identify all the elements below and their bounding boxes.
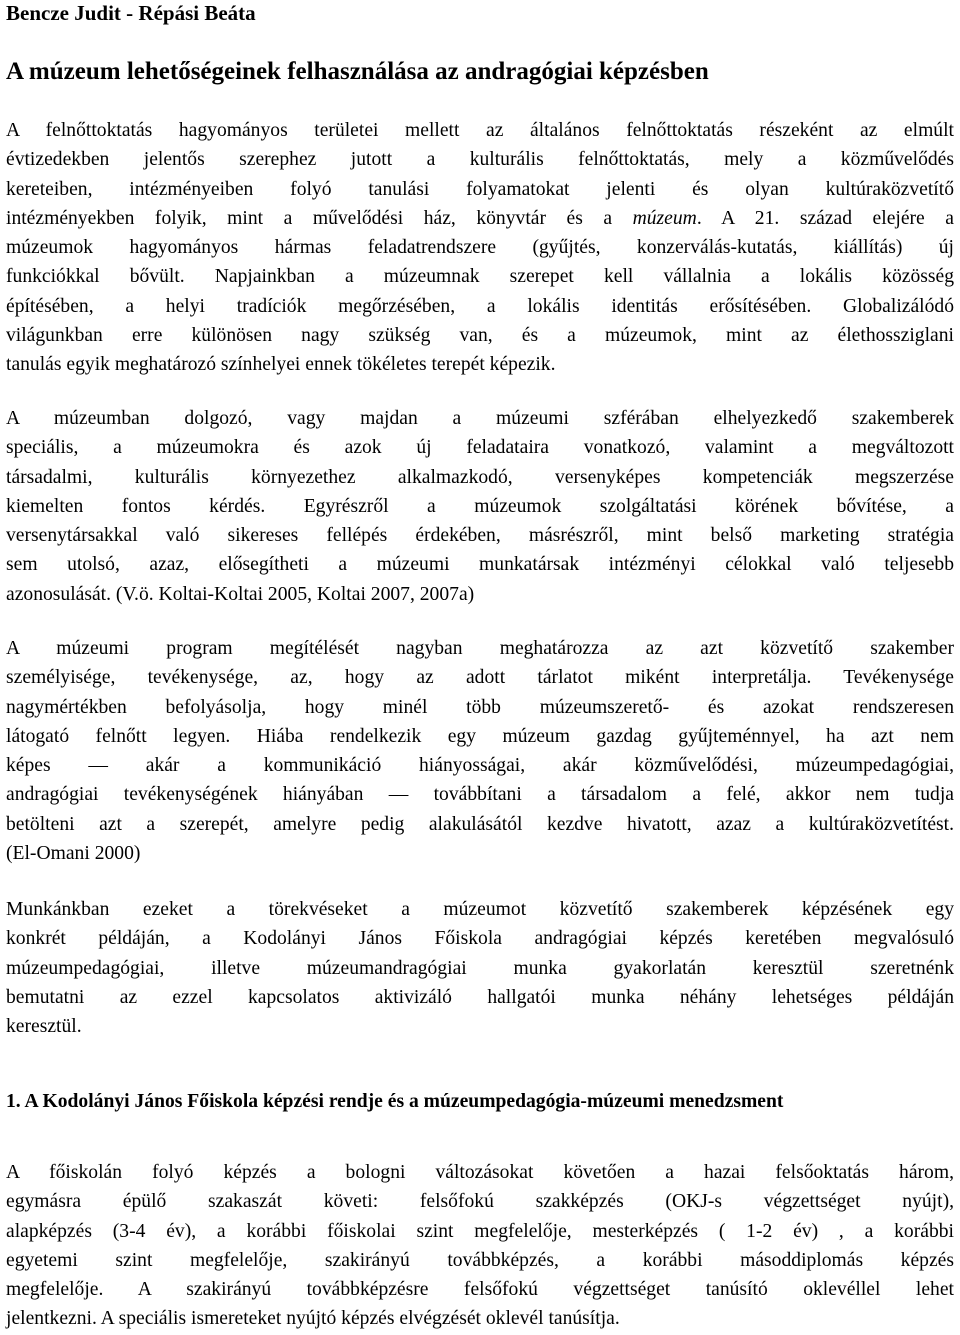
- paragraph-competencies: [6, 404, 954, 609]
- text-segment: század elejére a: [799, 207, 954, 229]
- text-line: sem utolsó, azaz, elősegítheti a múzeumi munkatársak intézményi célokkal való teljesebb: [6, 554, 954, 576]
- text-line: megfelelője. A szakirányú továbbképzésre felsőfokú végzettséget tanúsító oklevéllel lehet: [6, 1279, 954, 1301]
- text-line: tanulás egyik meghatározó színhelyei ennek tökéletes terepét képezik.: [6, 354, 556, 376]
- text-line: azonosulását. (V.ö. Koltai-Koltai 2005, Koltai 2007, 2007a): [6, 583, 475, 605]
- text-line: kiemelten fontos kérdés. Egyrészről a múzeumok szolgáltatási körének bővítése, a: [6, 495, 954, 517]
- text-line: nagymértékben befolyásolja, hogy minél több múzeumszerető- és azokat rendszeresen: [6, 696, 954, 718]
- text-line: egyetemi szint megfelelője, szakirányú továbbképzés, a korábbi másoddiplomás képzés: [6, 1249, 954, 1271]
- text-line: alapképzés (3-4 év), a korábbi főiskolai szint megfelelője, mesterképzés ( 1-2 év) , a korábbi: [6, 1220, 954, 1242]
- text-line: évtizedekben jelentős szerephez jutott a kulturális felnőttoktatás, mely a közművelődés: [6, 149, 954, 171]
- text-line: világunkban erre különösen nagy szükség van, és a múzeumok, mint az élethossziglani: [6, 325, 954, 347]
- paragraph-training: [6, 1158, 954, 1334]
- text-line: versenytársakkal való sikereses fellépés érdekében, másrészről, mint belső marketing stratégia: [6, 525, 954, 547]
- text-line: konkrét példáján, a Kodolányi János Főiskola andragógiai képzés keretében megvalósuló: [6, 928, 954, 950]
- paragraph-work: [6, 895, 954, 1041]
- text-line: bemutatni az ezzel kapcsolatos aktivizáló hallgatói munka néhány lehetséges példáján: [6, 986, 954, 1008]
- text-segment: intézményekben folyik, mint a művelődési ház, könyvtár és a: [6, 207, 633, 229]
- author-names: Bencze Judit - Répási Beáta: [6, 1, 256, 25]
- paragraph-program: [6, 634, 954, 868]
- text-line: (El-Omani 2000): [6, 843, 141, 865]
- text-line: személyisége, tevékenysége, az, hogy az adott tárlatot miként interpretálja. Tevékenysége: [6, 667, 954, 689]
- text-line: keresztül.: [6, 1016, 82, 1038]
- text-line: jelentkezni. A speciális ismereteket nyújtó képzés elvégzését oklevél tanúsítja.: [6, 1308, 620, 1330]
- text-line: társadalmi, kulturális környezethez alkalmazkodó, versenyképes kompetenciák megszerzése: [6, 466, 954, 488]
- text-line: építésében, a helyi tradíciók megőrzésében, a lokális identitás erősítésében. Globalizálódó: [6, 295, 954, 317]
- text-line: látogató felnőtt legyen. Hiába rendelkezik egy múzeum gazdag gyűjteménnyel, ha azt nem: [6, 725, 954, 747]
- text-line: A múzeumi program megítélését nagyban meghatározza az azt közvetítő szakember: [6, 638, 954, 659]
- text-line: funkciókkal bővült. Napjainkban a múzeumnak szerepet kell vállalnia a lokális közösség: [6, 266, 954, 288]
- text-line: A múzeumban dolgozó, vagy majdan a múzeumi szférában elhelyezkedő szakemberek: [6, 408, 954, 429]
- section-heading: 1. A Kodolányi János Főiskola képzési rendje és a múzeumpedagógia-múzeumi menedzsment: [6, 1091, 784, 1112]
- paragraph-intro: [6, 116, 954, 380]
- text-line: múzeumpedagógiai, illetve múzeumandragógiai munka gyakorlatán keresztül szeretnénk: [6, 957, 954, 979]
- text-line-with-italic: [6, 204, 954, 233]
- text-line: egymásra épülő szakaszát követi: felsőfokú szakképzés (OKJ-s végzettséget nyújt),: [6, 1191, 954, 1213]
- text-segment: . A 21.: [696, 207, 800, 229]
- italic-word: múzeum: [632, 207, 697, 229]
- text-line: kereteiben, intézményeiben folyó tanulási folyamatokat jelenti és olyan kultúraközvetítő: [6, 178, 954, 200]
- text-line: speciális, a múzeumokra és azok új feladataira vonatkozó, valamint a megváltozott: [6, 437, 954, 459]
- text-line: képes — akár a kommunikáció hiányosságai, akár közművelődési, múzeumpedagógiai,: [6, 755, 954, 777]
- text-line: betölteni azt a szerepét, amelyre pedig alakulásától kezdve hivatott, azaz a kultúraközvetítést.: [6, 813, 954, 835]
- text-line: A főiskolán folyó képzés a bologni változásokat követően a hazai felsőoktatás három,: [6, 1162, 954, 1183]
- text-line: A felnőttoktatás hagyományos területei mellett az általános felnőttoktatás részeként az elmúlt: [6, 120, 954, 141]
- paper-title: A múzeum lehetőségeinek felhasználása az andragógiai képzésben: [6, 58, 709, 85]
- text-line: andragógiai tevékenységének hiányában — továbbítani a társadalom a felé, akkor nem tudja: [6, 784, 954, 806]
- text-line: múzeumok hagyományos hármas feladatrendszere (gyűjtés, konzerválás-kutatás, kiállítás) új: [6, 237, 954, 259]
- text-line: Munkánkban ezeket a törekvéseket a múzeumot közvetítő szakemberek képzésének egy: [6, 899, 954, 920]
